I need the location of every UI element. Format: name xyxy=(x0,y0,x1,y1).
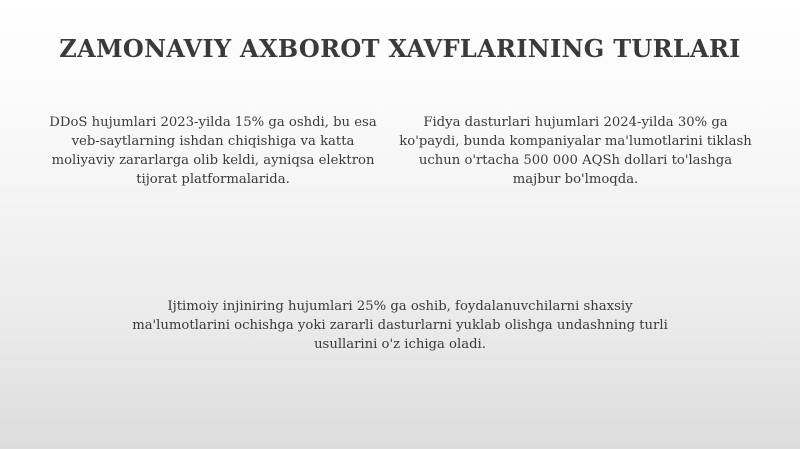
ransomware-paragraph: Fidya dasturlari hujumlari 2024-yilda 30% ga ko'paydi, bunda kompaniyalar ma'lumotlarini tiklash uchun o'rtacha 500 000 AQSh dollari to'lashga majbur bo'lmoqda. xyxy=(399,115,752,187)
ddos-paragraph: DDoS hujumlari 2023-yilda 15% ga oshdi, bu esa veb-saytlarning ishdan chiqishiga va katta moliyaviy zararlarga olib keldi, ayniqsa elektron tijorat platformalarida. xyxy=(49,115,377,187)
slide-title: ZAMONAVIY AXBOROT XAVFLARINING TURLARI xyxy=(59,34,741,63)
social-engineering-paragraph: Ijtimoiy injiniring hujumlari 25% ga oshib, foydalanuvchilarni shaxsiy ma'lumotlarini ochishga yoki zararli dasturlarni yuklab olishga undashning turli usullarini o'z ichiga oladi. xyxy=(132,299,668,352)
